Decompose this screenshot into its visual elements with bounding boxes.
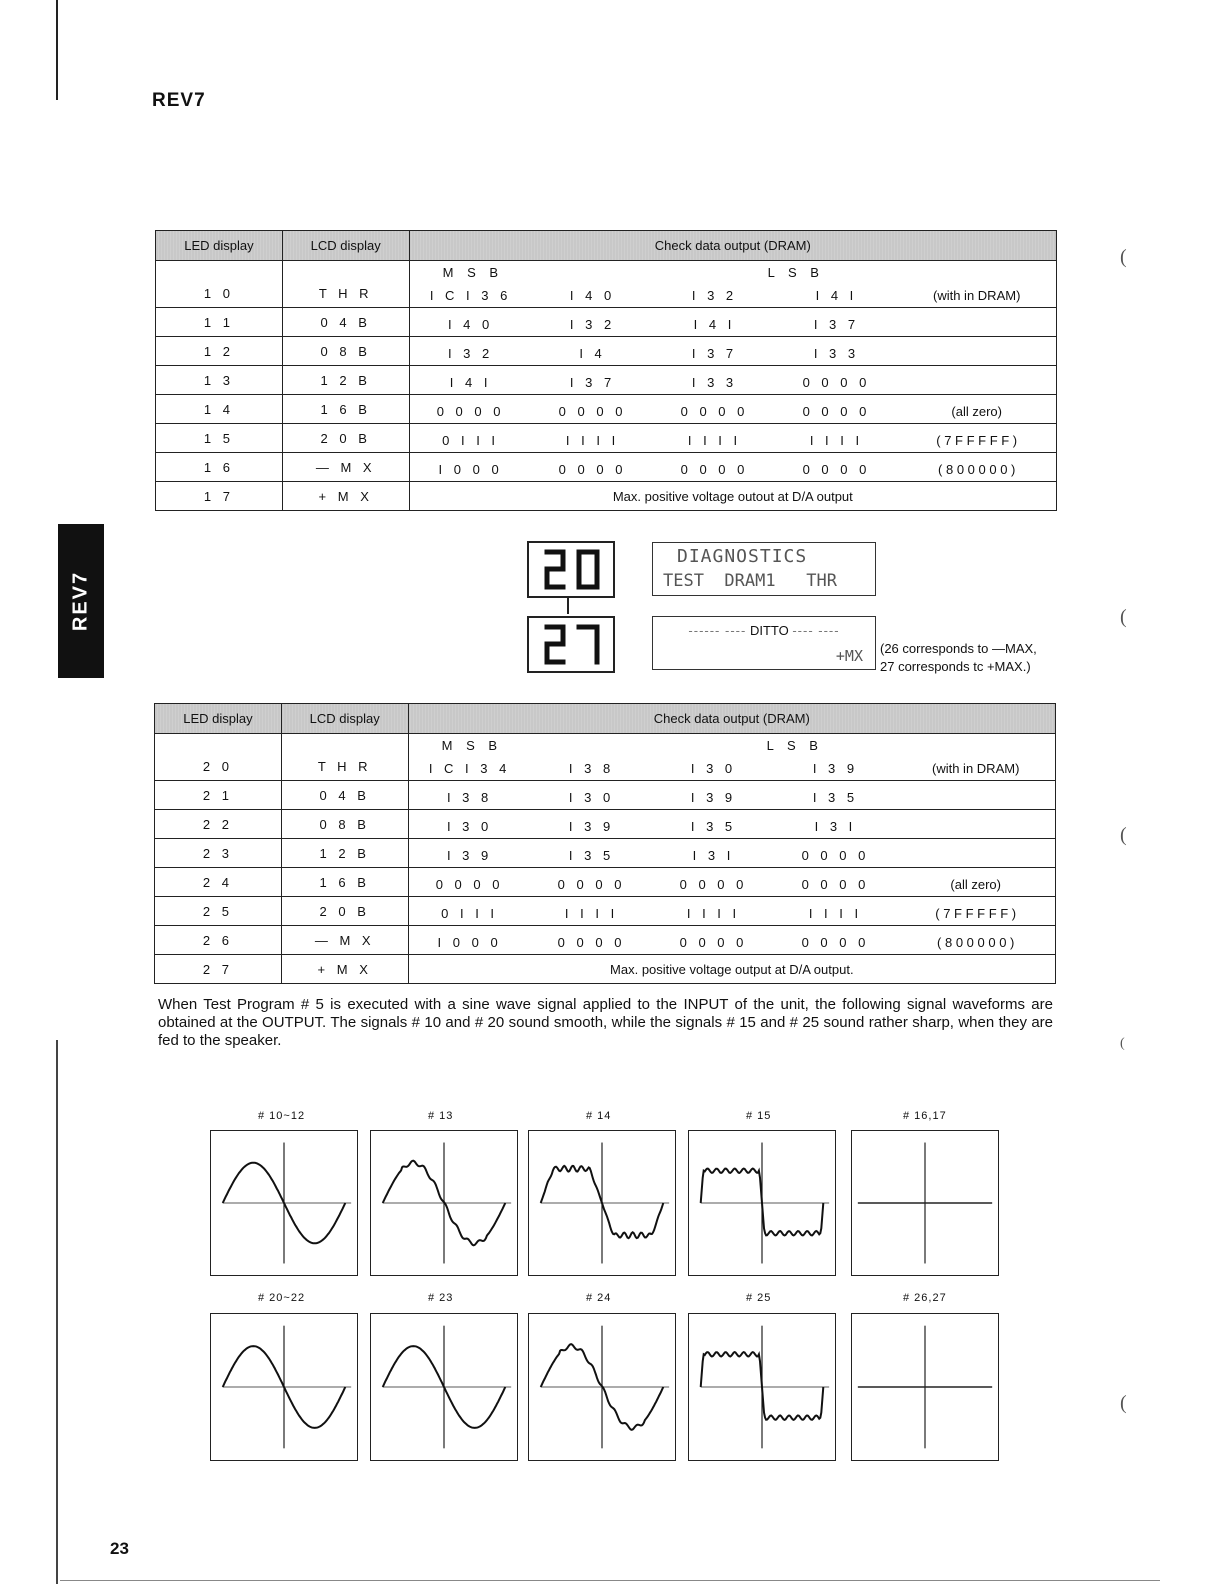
- hole-mark: (: [1120, 246, 1127, 268]
- lcd-cell: — M X: [281, 926, 408, 955]
- led-display-top: [527, 541, 615, 598]
- data-cell: I 3 9: [446, 848, 493, 863]
- note-cell: (with in DRAM): [933, 288, 1021, 303]
- waveform-label: # 15: [746, 1110, 772, 1122]
- lcd-mx-text: +MX: [835, 647, 863, 665]
- note-cell: ( 8 0 0 0 0 0 ): [937, 935, 1015, 950]
- data-cell: 0 0 0 0: [802, 404, 871, 419]
- body-paragraph: When Test Program # 5 is executed with a sine wave signal applied to the INPUT of the unit, the following signal waveforms are obtained at the OUTPUT. The signals # 10 and # 20 sound smooth, while the signals # 15 and # 25 sound rather sharp, when they are fed to the speaker.: [158, 996, 1053, 1049]
- waveform-plot: [529, 1131, 675, 1275]
- table-row: [156, 337, 1057, 366]
- note-cell: (all zero): [951, 404, 1002, 419]
- waveform-plot: [371, 1314, 517, 1460]
- note-cell: ( 7 F F F F F ): [936, 433, 1018, 448]
- data-cell: 0 0 0 0: [802, 462, 871, 477]
- led-cell: 2 7: [155, 955, 282, 984]
- data-cell: I 3 9: [690, 790, 737, 805]
- header-led-display: LED display: [156, 231, 283, 261]
- data-cell: I 3 7: [569, 375, 616, 390]
- note-cell: [896, 805, 1055, 809]
- table-row: [156, 424, 1057, 453]
- led-cell: 2 0: [155, 734, 282, 781]
- data-cell: 0 0 0 0: [801, 848, 870, 863]
- waveform-box: [688, 1313, 836, 1461]
- header-check-data: Check data output (DRAM): [408, 704, 1055, 734]
- waveform-plot: [689, 1314, 835, 1460]
- ditto-text: DITTO: [749, 623, 789, 638]
- table-row: [155, 897, 1056, 926]
- data-cell: I 3 3: [691, 375, 738, 390]
- waveform-box: [528, 1130, 676, 1276]
- led-cell: 1 6: [156, 453, 283, 482]
- lcd-display-top: [652, 542, 876, 596]
- data-cell: I 3 0: [568, 790, 615, 805]
- waveform-label: # 20~22: [258, 1292, 306, 1304]
- table-row: [155, 781, 1056, 810]
- note-cell: [896, 863, 1055, 867]
- led-cell: 2 6: [155, 926, 282, 955]
- header-lcd-display: LCD display: [281, 704, 408, 734]
- data-cell: I 3 I: [814, 819, 857, 834]
- lcd-cell: 1 6 B: [281, 868, 408, 897]
- lcd-cell: T H R: [282, 261, 409, 308]
- page-header: REV7: [152, 90, 206, 111]
- data-cell: I 3 2: [569, 317, 616, 332]
- data-cell: 0 0 0 0: [558, 462, 627, 477]
- data-cell: 0 I I I: [441, 906, 499, 921]
- waveform-box: [851, 1313, 999, 1461]
- waveform-plot: [689, 1131, 835, 1275]
- waveform-plot: [211, 1314, 357, 1460]
- lcd-cell: 2 0 B: [281, 897, 408, 926]
- table-row: [156, 482, 1057, 511]
- data-cell: I 4 I: [693, 317, 736, 332]
- header-lcd-display: LCD display: [282, 231, 409, 261]
- data-cell: I 3 9: [812, 761, 859, 776]
- waveform-label: # 26,27: [903, 1292, 947, 1304]
- data-cell: 0 0 0 0: [436, 404, 505, 419]
- waveform-box: [851, 1130, 999, 1276]
- table-row: [156, 453, 1057, 482]
- note-cell: ( 8 0 0 0 0 0 ): [938, 462, 1016, 477]
- note-line: 27 corresponds tc +MAX.): [880, 659, 1031, 674]
- data-cell: I 3 5: [568, 848, 615, 863]
- waveform-box: [528, 1313, 676, 1461]
- led-cell: 2 4: [155, 868, 282, 897]
- waveform-plot: [371, 1131, 517, 1275]
- lsb-label: L S B: [766, 738, 823, 753]
- lcd-cell: 0 8 B: [281, 810, 408, 839]
- data-cell: I I I I: [809, 433, 864, 448]
- data-cell: I 3 3: [813, 346, 860, 361]
- led-cell: 1 2: [156, 337, 283, 366]
- data-cell: I I I I: [808, 906, 863, 921]
- waveform-box: [210, 1313, 358, 1461]
- dram-table-1: [155, 230, 1057, 511]
- data-cell: I 0 0 0: [438, 462, 503, 477]
- data-cell: I 3 9: [568, 819, 615, 834]
- ditto-line: ------ ---- DITTO ---- ----: [688, 623, 840, 638]
- note-cell: [897, 361, 1056, 365]
- led-cell: 1 4: [156, 395, 283, 424]
- data-cell: I 3 I: [692, 848, 735, 863]
- lcd-cell: 0 4 B: [281, 781, 408, 810]
- note-cell: [896, 834, 1055, 838]
- waveform-plot: [852, 1131, 998, 1275]
- data-cell: I 4 I: [815, 288, 858, 303]
- data-cell: 0 0 0 0: [558, 404, 627, 419]
- led-cell: 1 0: [156, 261, 283, 308]
- waveform-box: [370, 1313, 518, 1461]
- table-row: [155, 955, 1056, 984]
- connector-line: [567, 596, 569, 614]
- lcd-display-bottom: [652, 616, 876, 670]
- waveform-plot: [852, 1314, 998, 1460]
- lcd-cell: 0 8 B: [282, 337, 409, 366]
- data-cell: I 3 0: [446, 819, 493, 834]
- waveform-label: # 14: [586, 1110, 612, 1122]
- data-cell: I 4 I: [449, 375, 492, 390]
- data-cell: I C I 3 4: [428, 761, 511, 776]
- lcd-cell: 1 6 B: [282, 395, 409, 424]
- table-row: [156, 308, 1057, 337]
- data-cell: I 3 0: [690, 761, 737, 776]
- display-note: [880, 640, 1037, 676]
- data-cell: 0 0 0 0: [802, 375, 871, 390]
- side-tab-label: REV7: [69, 570, 92, 632]
- lcd-cell: + M X: [281, 955, 408, 984]
- table-row: [155, 810, 1056, 839]
- lcd-cell: + M X: [282, 482, 409, 511]
- side-tab: [58, 524, 104, 678]
- note-cell: ( 7 F F F F F ): [935, 906, 1017, 921]
- data-cell: I 3 5: [812, 790, 859, 805]
- data-cell: I I I I: [686, 906, 741, 921]
- data-cell: 0 0 0 0: [801, 935, 870, 950]
- data-cell: 0 0 0 0: [680, 404, 749, 419]
- data-cell: 0 0 0 0: [557, 935, 626, 950]
- led-display-bottom: [527, 616, 615, 673]
- note-cell: (with in DRAM): [932, 761, 1020, 776]
- led-cell: 2 1: [155, 781, 282, 810]
- table-row: [156, 395, 1057, 424]
- waveform-label: # 25: [746, 1292, 772, 1304]
- lcd-cell: 1 2 B: [281, 839, 408, 868]
- led-cell: 1 1: [156, 308, 283, 337]
- led-cell: 1 5: [156, 424, 283, 453]
- data-cell: I C I 3 6: [429, 288, 512, 303]
- merged-cell: Max. positive voltage output at D/A output.: [408, 955, 1055, 984]
- note-cell: (all zero): [950, 877, 1001, 892]
- data-cell: I 3 8: [446, 790, 493, 805]
- header-check-data: Check data output (DRAM): [409, 231, 1056, 261]
- data-cell: 0 0 0 0: [679, 935, 748, 950]
- lcd-cell: 2 0 B: [282, 424, 409, 453]
- lcd-line-1: DIAGNOSTICS: [677, 546, 808, 567]
- data-cell: I I I I: [564, 906, 619, 921]
- data-cell: 0 0 0 0: [435, 877, 504, 892]
- lcd-cell: — M X: [282, 453, 409, 482]
- waveform-box: [688, 1130, 836, 1276]
- page-edge-line: [56, 0, 58, 100]
- waveform-label: # 23: [428, 1292, 454, 1304]
- header-led-display: LED display: [155, 704, 282, 734]
- hole-mark: (: [1120, 1392, 1127, 1414]
- data-cell: 0 0 0 0: [680, 462, 749, 477]
- waveform-plot: [211, 1131, 357, 1275]
- hole-mark: (: [1120, 1036, 1125, 1051]
- page-bottom-line: [60, 1580, 1160, 1581]
- hole-mark: (: [1120, 824, 1127, 846]
- data-cell: I 4: [579, 346, 606, 361]
- note-cell: [897, 390, 1056, 394]
- data-cell: I 3 7: [691, 346, 738, 361]
- msb-label: M S B: [441, 738, 503, 753]
- table-row: [155, 926, 1056, 955]
- data-cell: I 3 8: [568, 761, 615, 776]
- note-cell: [897, 332, 1056, 336]
- data-cell: I I I I: [687, 433, 742, 448]
- msb-label: M S B: [442, 265, 504, 280]
- waveform-plot: [529, 1314, 675, 1460]
- data-cell: I 3 2: [447, 346, 494, 361]
- lcd-cell: T H R: [281, 734, 408, 781]
- lcd-cell: 0 4 B: [282, 308, 409, 337]
- page-number: 23: [110, 1539, 129, 1558]
- data-cell: 0 0 0 0: [679, 877, 748, 892]
- seven-seg-27: [529, 618, 613, 671]
- waveform-box: [370, 1130, 518, 1276]
- led-cell: 1 3: [156, 366, 283, 395]
- dram-table-2: [154, 703, 1056, 984]
- led-cell: 2 3: [155, 839, 282, 868]
- hole-mark: (: [1120, 606, 1127, 628]
- lcd-line-2: TEST DRAM1 THR: [663, 571, 837, 591]
- data-cell: I 4 0: [569, 288, 616, 303]
- led-cell: 2 2: [155, 810, 282, 839]
- page-edge-line: [56, 1040, 58, 1584]
- waveform-label: # 10~12: [258, 1110, 306, 1122]
- data-cell: I 0 0 0: [437, 935, 502, 950]
- data-cell: I 3 2: [691, 288, 738, 303]
- table-row: [156, 366, 1057, 395]
- data-cell: 0 I I I: [442, 433, 500, 448]
- led-cell: 1 7: [156, 482, 283, 511]
- data-cell: I 4 0: [447, 317, 494, 332]
- data-cell: I 3 7: [813, 317, 860, 332]
- lsb-label: L S B: [767, 265, 824, 280]
- data-cell: 0 0 0 0: [557, 877, 626, 892]
- waveform-label: # 24: [586, 1292, 612, 1304]
- waveform-label: # 16,17: [903, 1110, 947, 1122]
- table-row: [155, 868, 1056, 897]
- led-cell: 2 5: [155, 897, 282, 926]
- seven-seg-20: [529, 543, 613, 596]
- table-row: [155, 839, 1056, 868]
- data-cell: 0 0 0 0: [801, 877, 870, 892]
- data-cell: I 3 5: [690, 819, 737, 834]
- merged-cell: Max. positive voltage outout at D/A output: [409, 482, 1056, 511]
- data-cell: I I I I: [565, 433, 620, 448]
- waveform-label: # 13: [428, 1110, 454, 1122]
- waveform-box: [210, 1130, 358, 1276]
- lcd-cell: 1 2 B: [282, 366, 409, 395]
- note-line: (26 corresponds to —MAX,: [880, 641, 1037, 656]
